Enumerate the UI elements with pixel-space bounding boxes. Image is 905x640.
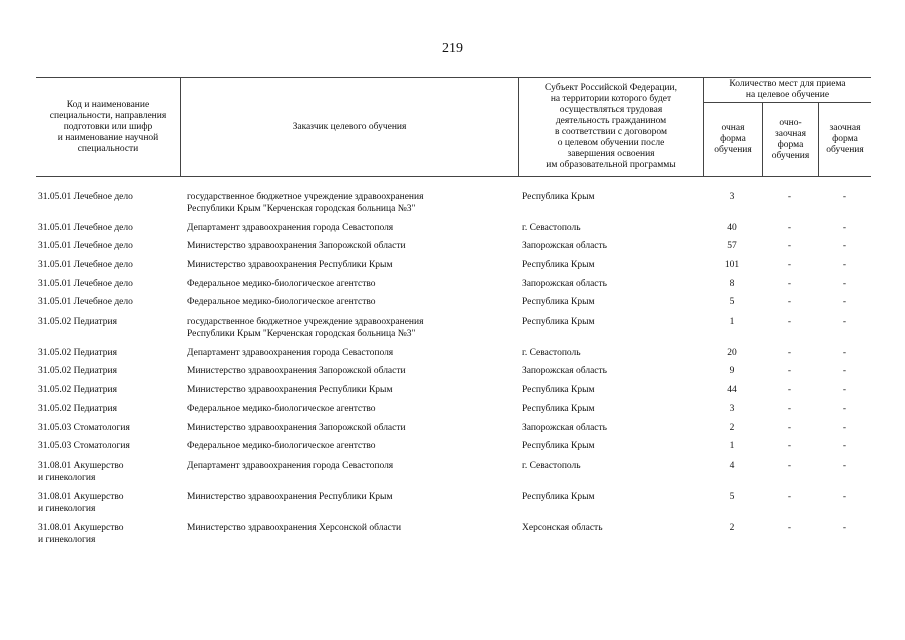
- header-customer: Заказчик целевого обучения: [292, 121, 407, 132]
- cell-ext-count: -: [842, 423, 847, 433]
- cell-full-count: 2: [729, 523, 735, 533]
- cell-specialty: 31.05.01 Лечебное дело: [38, 297, 133, 307]
- cell-subject: Республика Крым: [522, 317, 595, 327]
- cell-full-count: 4: [729, 461, 735, 471]
- cell-full-count: 3: [729, 404, 735, 414]
- cell-ext-count: -: [842, 223, 847, 233]
- cell-full-count: 57: [727, 241, 737, 251]
- cell-ext-count: -: [842, 523, 847, 533]
- cell-specialty: 31.08.01 Акушерство и гинекология: [38, 492, 124, 514]
- cell-part-count: -: [787, 423, 792, 433]
- cell-subject: г. Севастополь: [522, 461, 581, 471]
- cell-ext-count: -: [842, 317, 847, 327]
- cell-subject: Запорожская область: [522, 279, 607, 289]
- cell-part-count: -: [787, 223, 792, 233]
- cell-customer: Министерство здравоохранения Запорожской области: [187, 423, 406, 433]
- cell-ext-count: -: [842, 241, 847, 251]
- cell-subject: Республика Крым: [522, 192, 595, 202]
- cell-ext-count: -: [842, 385, 847, 395]
- cell-part-count: -: [787, 523, 792, 533]
- cell-full-count: 3: [729, 192, 735, 202]
- cell-ext-count: -: [842, 461, 847, 471]
- cell-full-count: 1: [729, 441, 735, 451]
- cell-ext-count: -: [842, 192, 847, 202]
- cell-ext-count: -: [842, 404, 847, 414]
- cell-customer: Министерство здравоохранения Запорожской области: [187, 241, 406, 251]
- cell-customer: государственное бюджетное учреждение здравоохранения Республики Крым "Керченская городская больница №3": [187, 317, 424, 339]
- cell-ext-count: -: [842, 348, 847, 358]
- header-form-part: очно- заочная форма обучения: [771, 117, 810, 161]
- cell-specialty: 31.05.03 Стоматология: [38, 441, 130, 451]
- cell-full-count: 1: [729, 317, 735, 327]
- header-subject: Субъект Российской Федерации, на территории которого будет осуществляться трудовая деятельность гражданином в соответствии с договором о целевом обучении после завершения освоения им образовательной программы: [545, 83, 677, 170]
- cell-specialty: 31.05.01 Лечебное дело: [38, 192, 133, 202]
- cell-customer: Федеральное медико-биологическое агентство: [187, 297, 376, 307]
- cell-part-count: -: [787, 260, 792, 270]
- header-bottom-border: [36, 176, 871, 177]
- cell-customer: Министерство здравоохранения Запорожской области: [187, 366, 406, 376]
- cell-specialty: 31.05.02 Педиатрия: [38, 404, 117, 414]
- cell-customer: Министерство здравоохранения Республики Крым: [187, 492, 393, 502]
- cell-subject: Запорожская область: [522, 366, 607, 376]
- cell-part-count: -: [787, 348, 792, 358]
- cell-subject: Запорожская область: [522, 241, 607, 251]
- cell-customer: Федеральное медико-биологическое агентство: [187, 279, 376, 289]
- cell-specialty: 31.05.01 Лечебное дело: [38, 279, 133, 289]
- cell-subject: г. Севастополь: [522, 348, 581, 358]
- cell-full-count: 20: [727, 348, 737, 358]
- cell-customer: Федеральное медико-биологическое агентство: [187, 404, 376, 414]
- cell-customer: Министерство здравоохранения Республики Крым: [187, 385, 393, 395]
- cell-part-count: -: [787, 366, 792, 376]
- cell-ext-count: -: [842, 279, 847, 289]
- header-form-full: очная форма обучения: [714, 123, 752, 155]
- header-specialty: Код и наименование специальности, направления подготовки или шифр и наименование научной специальности: [49, 99, 167, 154]
- cell-customer: государственное бюджетное учреждение здравоохранения Республики Крым "Керченская городская больница №3": [187, 192, 424, 214]
- cell-customer: Министерство здравоохранения Республики Крым: [187, 260, 393, 270]
- cell-full-count: 8: [729, 279, 735, 289]
- cell-subject: Республика Крым: [522, 385, 595, 395]
- cell-full-count: 40: [727, 223, 737, 233]
- cell-part-count: -: [787, 461, 792, 471]
- cell-part-count: -: [787, 279, 792, 289]
- cell-part-count: -: [787, 317, 792, 327]
- cell-part-count: -: [787, 241, 792, 251]
- cell-full-count: 44: [727, 385, 737, 395]
- cell-part-count: -: [787, 441, 792, 451]
- cell-part-count: -: [787, 385, 792, 395]
- cell-part-count: -: [787, 404, 792, 414]
- cell-subject: Запорожская область: [522, 423, 607, 433]
- cell-ext-count: -: [842, 260, 847, 270]
- cell-full-count: 5: [729, 297, 735, 307]
- cell-full-count: 2: [729, 423, 735, 433]
- cell-customer: Департамент здравоохранения города Севастополя: [187, 461, 394, 471]
- cell-ext-count: -: [842, 492, 847, 502]
- cell-subject: г. Севастополь: [522, 223, 581, 233]
- cell-specialty: 31.05.02 Педиатрия: [38, 348, 117, 358]
- cell-specialty: 31.05.01 Лечебное дело: [38, 223, 133, 233]
- cell-customer: Министерство здравоохранения Херсонской области: [187, 523, 402, 533]
- cell-part-count: -: [787, 192, 792, 202]
- cell-customer: Департамент здравоохранения города Севастополя: [187, 348, 394, 358]
- cell-subject: Республика Крым: [522, 492, 595, 502]
- cell-customer: Федеральное медико-биологическое агентство: [187, 441, 376, 451]
- header-places: Количество мест для приема на целевое обучение: [729, 79, 846, 100]
- cell-full-count: 5: [729, 492, 735, 502]
- cell-specialty: 31.05.01 Лечебное дело: [38, 241, 133, 251]
- cell-subject: Республика Крым: [522, 260, 595, 270]
- cell-specialty: 31.05.02 Педиатрия: [38, 317, 117, 327]
- cell-subject: Херсонская область: [522, 523, 603, 533]
- cell-customer: Департамент здравоохранения города Севастополя: [187, 223, 394, 233]
- cell-subject: Республика Крым: [522, 441, 595, 451]
- cell-specialty: 31.08.01 Акушерство и гинекология: [38, 461, 124, 483]
- cell-ext-count: -: [842, 366, 847, 376]
- cell-ext-count: -: [842, 297, 847, 307]
- cell-specialty: 31.05.02 Педиатрия: [38, 385, 117, 395]
- cell-subject: Республика Крым: [522, 297, 595, 307]
- cell-part-count: -: [787, 492, 792, 502]
- cell-full-count: 9: [729, 366, 735, 376]
- cell-full-count: 101: [724, 260, 740, 270]
- header-form-ext: заочная форма обучения: [826, 123, 864, 155]
- page-number: 219: [442, 41, 463, 56]
- cell-specialty: 31.05.01 Лечебное дело: [38, 260, 133, 270]
- cell-specialty: 31.05.02 Педиатрия: [38, 366, 117, 376]
- cell-subject: Республика Крым: [522, 404, 595, 414]
- cell-specialty: 31.05.03 Стоматология: [38, 423, 130, 433]
- cell-specialty: 31.08.01 Акушерство и гинекология: [38, 523, 124, 545]
- cell-part-count: -: [787, 297, 792, 307]
- cell-ext-count: -: [842, 441, 847, 451]
